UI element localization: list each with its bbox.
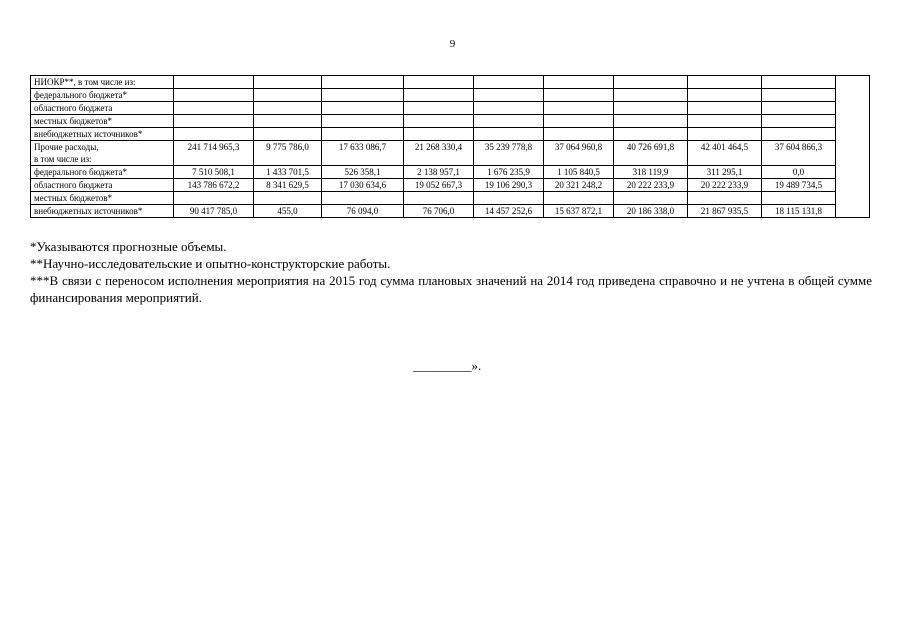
- table-cell: 19 489 734,5: [762, 179, 836, 192]
- table-row: [31, 128, 870, 141]
- table-row: [31, 192, 870, 205]
- table-cell: [614, 89, 688, 102]
- table-cell: [254, 102, 322, 115]
- table-cell: [404, 128, 474, 141]
- table-cell: 318 119,9: [614, 166, 688, 179]
- table-cell: 21 268 330,4: [404, 141, 474, 166]
- table-cell: [254, 128, 322, 141]
- table-cell: 143 786 672,2: [174, 179, 254, 192]
- table-cell: 76 706,0: [404, 205, 474, 218]
- table-cell: [322, 89, 404, 102]
- table-cell: [322, 128, 404, 141]
- table-cell: 19 052 667,3: [404, 179, 474, 192]
- table-row: [31, 89, 870, 102]
- table-cell: [762, 115, 836, 128]
- table-row: [31, 179, 870, 192]
- table-cell: [322, 115, 404, 128]
- table-cell: [474, 115, 544, 128]
- table-row: [31, 76, 870, 89]
- table-cell: [688, 102, 762, 115]
- row-label: внебюджетных источников*: [31, 128, 174, 141]
- table-cell: 20 222 233,9: [688, 179, 762, 192]
- table-cell: 15 637 872,1: [544, 205, 614, 218]
- table-cell: 1 105 840,5: [544, 166, 614, 179]
- table-cell: [474, 128, 544, 141]
- row-label: федерального бюджета*: [31, 166, 174, 179]
- table-cell: [544, 76, 614, 89]
- table-cell: 90 417 785,0: [174, 205, 254, 218]
- table-cell: 20 222 233,9: [614, 179, 688, 192]
- table-cell: [474, 89, 544, 102]
- table-cell: [688, 128, 762, 141]
- row-label: внебюджетных источников*: [31, 205, 174, 218]
- table-cell: [174, 115, 254, 128]
- footnote-2: **Научно-исследовательские и опытно-конструкторские работы.: [30, 256, 391, 271]
- table-cell: [544, 128, 614, 141]
- table-cell: 311 295,1: [688, 166, 762, 179]
- footnote-1: *Указываются прогнозные объемы.: [30, 239, 227, 254]
- table-cell: 9 775 786,0: [254, 141, 322, 166]
- table-cell: [614, 115, 688, 128]
- table-cell: [404, 115, 474, 128]
- table-cell: 37 064 960,8: [544, 141, 614, 166]
- row-label: НИОКР**, в том числе из:: [31, 76, 174, 89]
- table-cell: [762, 89, 836, 102]
- table-cell: [404, 192, 474, 205]
- table-cell: 20 321 248,2: [544, 179, 614, 192]
- row-label: федерального бюджета*: [31, 89, 174, 102]
- table-cell: [614, 128, 688, 141]
- table-cell: [762, 102, 836, 115]
- table-cell: [174, 192, 254, 205]
- table-cell: [762, 76, 836, 89]
- table-cell: 1 433 701,5: [254, 166, 322, 179]
- table-cell: [254, 89, 322, 102]
- table-cell: [322, 76, 404, 89]
- table-cell: 17 633 086,7: [322, 141, 404, 166]
- table-row: [31, 115, 870, 128]
- table-cell: [688, 89, 762, 102]
- side-column: [836, 76, 870, 218]
- table-cell: [614, 102, 688, 115]
- table-cell: [174, 89, 254, 102]
- table-cell: 76 094,0: [322, 205, 404, 218]
- table-cell: 18 115 131,8: [762, 205, 836, 218]
- table-cell: 17 030 634,6: [322, 179, 404, 192]
- row-label: областного бюджета: [31, 102, 174, 115]
- table-cell: [762, 192, 836, 205]
- table-cell: [614, 76, 688, 89]
- row-label-continued: в том числе из:: [31, 153, 174, 166]
- table-cell: [322, 102, 404, 115]
- table-row: [31, 141, 870, 154]
- table-cell: [474, 76, 544, 89]
- table-cell: 37 604 866,3: [762, 141, 836, 166]
- row-label: областного бюджета: [31, 179, 174, 192]
- footnotes: [30, 238, 872, 306]
- table-cell: [544, 115, 614, 128]
- closing-mark: _________».: [413, 358, 482, 373]
- table-cell: 21 867 935,5: [688, 205, 762, 218]
- table-cell: [544, 89, 614, 102]
- table-cell: [614, 192, 688, 205]
- table-cell: 0,0: [762, 166, 836, 179]
- table-cell: [404, 102, 474, 115]
- row-label: Прочие расходы,: [31, 141, 174, 154]
- table-row: [31, 166, 870, 179]
- row-label: местных бюджетов*: [31, 115, 174, 128]
- table-cell: 35 239 778,8: [474, 141, 544, 166]
- table-cell: [174, 76, 254, 89]
- table-cell: 20 186 338,0: [614, 205, 688, 218]
- table-cell: 2 138 957,1: [404, 166, 474, 179]
- table-cell: 14 457 252,6: [474, 205, 544, 218]
- table-cell: 19 106 290,3: [474, 179, 544, 192]
- table-cell: 1 676 235,9: [474, 166, 544, 179]
- table-cell: 42 401 464,5: [688, 141, 762, 166]
- table-cell: 455,0: [254, 205, 322, 218]
- table-cell: [762, 128, 836, 141]
- table-cell: 8 341 629,5: [254, 179, 322, 192]
- table-cell: [254, 192, 322, 205]
- table-cell: 40 726 691,8: [614, 141, 688, 166]
- table-cell: [474, 192, 544, 205]
- table-cell: [174, 128, 254, 141]
- table-cell: [254, 76, 322, 89]
- table-cell: [404, 76, 474, 89]
- table-cell: [322, 192, 404, 205]
- financing-table: [30, 75, 870, 218]
- table-cell: [474, 102, 544, 115]
- page-number: 9: [449, 38, 456, 50]
- table-cell: [544, 192, 614, 205]
- table-cell: 241 714 965,3: [174, 141, 254, 166]
- table-cell: 526 358,1: [322, 166, 404, 179]
- table-row: [31, 102, 870, 115]
- table-cell: [404, 89, 474, 102]
- footnote-3: ***В связи с переносом исполнения мероприятия на 2015 год сумма плановых значений на 2014 год приведена справочно и не учтена в общей сумме финансирования мероприятий.: [30, 273, 872, 305]
- table-cell: [688, 192, 762, 205]
- table-cell: 7 510 508,1: [174, 166, 254, 179]
- table-cell: [174, 102, 254, 115]
- table-cell: [254, 115, 322, 128]
- table-cell: [688, 76, 762, 89]
- table-cell: [544, 102, 614, 115]
- table-cell: [688, 115, 762, 128]
- row-label: местных бюджетов*: [31, 192, 174, 205]
- table-row: [31, 205, 870, 218]
